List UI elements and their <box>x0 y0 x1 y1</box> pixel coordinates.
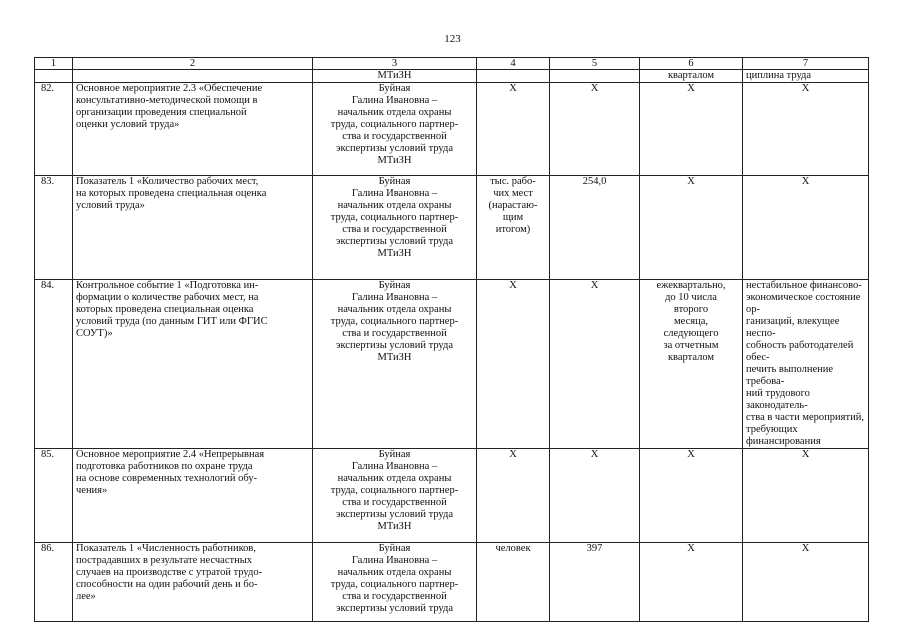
row-risk: нестабильное финансово- экономическое состояние ор- ганизаций, влекущее неспо- собность работодателей обес- печить выполнение требова- ний трудового законодатель- ства в части мероприятий, требующих финансирования <box>743 280 869 449</box>
continuation-risk: циплина труда <box>743 70 869 83</box>
row-value: Х <box>550 449 640 543</box>
row-unit: человек <box>477 543 550 622</box>
column-header-1: 1 <box>35 58 73 70</box>
row-value: 397 <box>550 543 640 622</box>
row-number: 84. <box>35 280 73 449</box>
continuation-unit <box>477 70 550 83</box>
row-risk: Х <box>743 543 869 622</box>
row-number: 83. <box>35 176 73 280</box>
table-row <box>35 449 869 543</box>
continuation-value <box>550 70 640 83</box>
continuation-responsible: МТиЗН <box>313 70 477 83</box>
row-responsible: Буйная Галина Ивановна – начальник отдела охраны труда, социального партнер- ства и государственной экспертизы условий труда МТиЗН <box>313 449 477 543</box>
continuation-num <box>35 70 73 83</box>
row-unit: тыс. рабо- чих мест (нарастаю- щим итогом) <box>477 176 550 280</box>
table-row-continuation <box>35 70 869 83</box>
column-header-2: 2 <box>73 58 313 70</box>
row-value: Х <box>550 280 640 449</box>
row-number: 86. <box>35 543 73 622</box>
row-number: 82. <box>35 83 73 176</box>
row-value: 254,0 <box>550 176 640 280</box>
row-term: Х <box>640 83 743 176</box>
row-risk: Х <box>743 449 869 543</box>
continuation-term: кварталом <box>640 70 743 83</box>
column-header-6: 6 <box>640 58 743 70</box>
row-name: Показатель 1 «Количество рабочих мест, на которых проведена специальная оценка условий труда» <box>73 176 313 280</box>
row-number: 85. <box>35 449 73 543</box>
row-term: Х <box>640 449 743 543</box>
row-risk: Х <box>743 176 869 280</box>
column-header-7: 7 <box>743 58 869 70</box>
row-name: Показатель 1 «Численность работников, пострадавших в результате несчастных случаев на производстве с утратой трудо- способности на один рабочий день и бо- лее» <box>73 543 313 622</box>
table-row <box>35 83 869 176</box>
table-row <box>35 176 869 280</box>
row-term: ежеквартально, до 10 числа второго месяца, следующего за отчетным кварталом <box>640 280 743 449</box>
row-responsible: Буйная Галина Ивановна – начальник отдела охраны труда, социального партнер- ства и государственной экспертизы условий труда <box>313 543 477 622</box>
row-value: Х <box>550 83 640 176</box>
row-name: Контрольное событие 1 «Подготовка ин- формации о количестве рабочих мест, на которых проведена специальная оценка условий труда (по данным ГИТ или ФГИС СОУТ)» <box>73 280 313 449</box>
row-unit: Х <box>477 83 550 176</box>
row-term: Х <box>640 176 743 280</box>
column-header-5: 5 <box>550 58 640 70</box>
row-responsible: Буйная Галина Ивановна – начальник отдела охраны труда, социального партнер- ства и государственной экспертизы условий труда МТиЗН <box>313 83 477 176</box>
row-responsible: Буйная Галина Ивановна – начальник отдела охраны труда, социального партнер- ства и государственной экспертизы условий труда МТиЗН <box>313 176 477 280</box>
row-name: Основное мероприятие 2.3 «Обеспечение консультативно-методической помощи в организации проведения специальной оценки условий труда» <box>73 83 313 176</box>
column-header-3: 3 <box>313 58 477 70</box>
row-unit: Х <box>477 449 550 543</box>
page-number: 123 <box>444 33 461 45</box>
table-row <box>35 280 869 449</box>
row-name: Основное мероприятие 2.4 «Непрерывная подготовка работников по охране труда на основе современных технологий обу- чения» <box>73 449 313 543</box>
row-unit: Х <box>477 280 550 449</box>
row-responsible: Буйная Галина Ивановна – начальник отдела охраны труда, социального партнер- ства и государственной экспертизы условий труда МТиЗН <box>313 280 477 449</box>
continuation-name <box>73 70 313 83</box>
column-header-4: 4 <box>477 58 550 70</box>
table-row <box>35 543 869 622</box>
row-term: Х <box>640 543 743 622</box>
row-risk: Х <box>743 83 869 176</box>
plan-table <box>34 57 869 622</box>
column-number-header <box>35 58 869 70</box>
